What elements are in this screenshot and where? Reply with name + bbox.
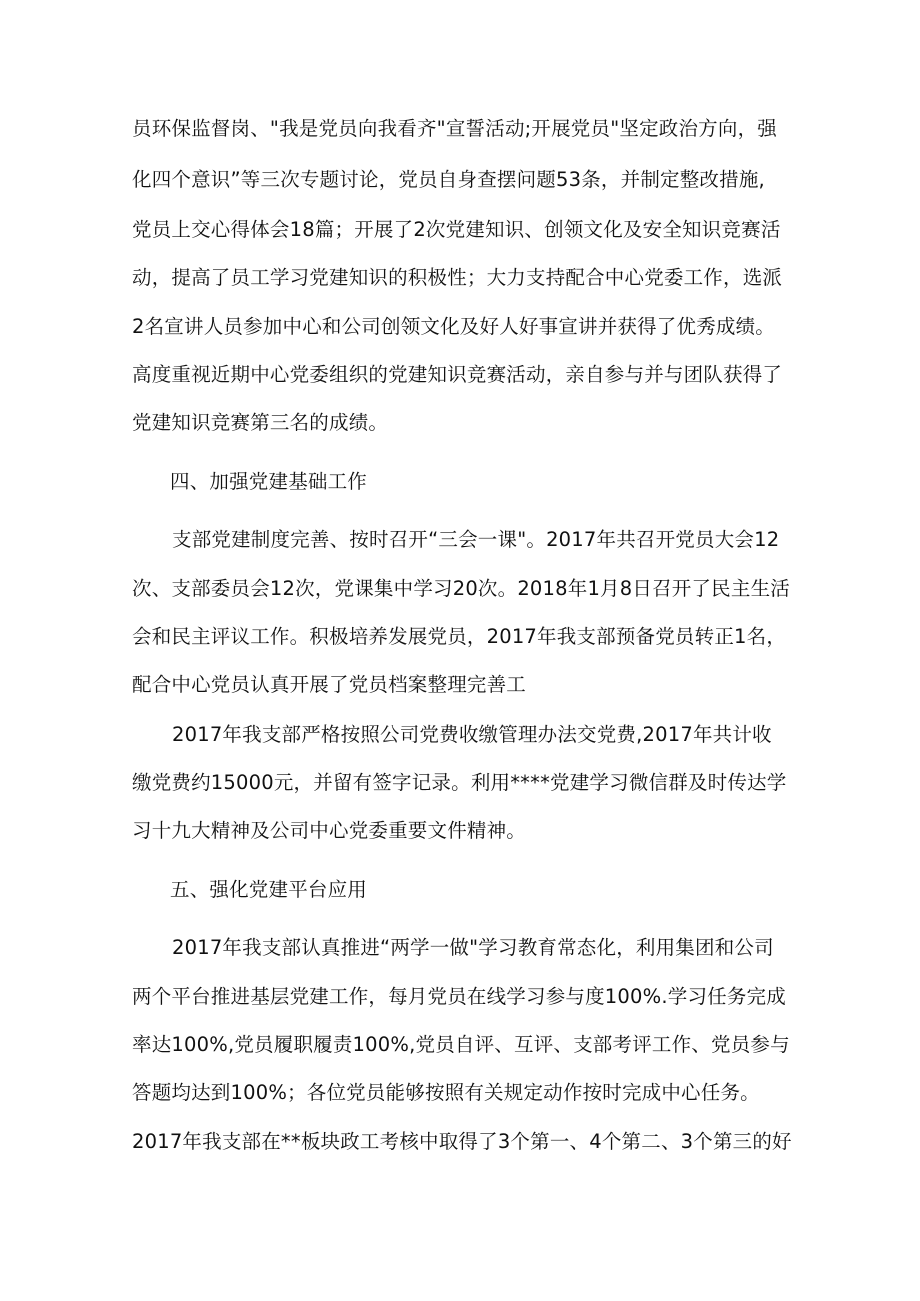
body-text-line: 习十九大精神及公司中心党委重要文件精神。 — [132, 819, 527, 842]
body-text-line: 会和民主评议工作。积极培养发展党员，2017年我支部预备党员转正1名， — [132, 625, 787, 648]
body-text-line: 缴党费约15000元，并留有签字记录。利用****党建学习微信群及时传达学 — [132, 771, 787, 794]
body-text-line: 2017年我支部严格按照公司党费收缴管理办法交党费,2017年共计收 — [172, 723, 772, 746]
body-text-line: 两个平台推进基层党建工作，每月党员在线学习参与度100%.学习任务完成 — [132, 985, 786, 1008]
body-text-line: 2017年我支部在**板块政工考核中取得了3个第一、4个第二、3个第三的好 — [132, 1130, 792, 1153]
body-text-line: 党建知识竞赛第三名的成绩。 — [132, 411, 389, 434]
body-text-line: 次、支部委员会12次，党课集中学习20次。2018年1月8日召开了民主生活 — [132, 577, 790, 600]
body-text-line: 2名宣讲人员参加中心和公司创领文化及好人好事宣讲并获得了优秀成绩。 — [132, 315, 776, 338]
body-text-line: 答题均达到100%；各位党员能够按照有关规定动作按时完成中心任务。 — [132, 1081, 760, 1104]
body-text-line: 支部党建制度完善、按时召开“三会一课"。2017年共召开党员大会12 — [172, 528, 780, 551]
body-text-line: 员环保监督岗、"我是党员向我看齐"宣誓活动;开展党员"坚定政治方向，强 — [132, 117, 777, 140]
body-text-line: 2017年我支部认真推进“两学一做"学习教育常态化，利用集团和公司 — [172, 936, 774, 959]
body-text-line: 党员上交心得体会18篇；开展了2次党建知识、创领文化及安全知识竞赛活 — [132, 218, 781, 241]
body-text-line: 高度重视近期中心党委组织的党建知识竞赛活动，亲自参与并与团队获得了 — [132, 363, 783, 386]
body-text-line: 配合中心党员认真开展了党员档案整理完善工 — [132, 673, 527, 696]
section-heading: 五、强化党建平台应用 — [170, 878, 368, 901]
body-text-line: 率达100%,党员履职履责100%,党员自评、互评、支部考评工作、党员参与 — [132, 1033, 790, 1056]
body-text-line: 化四个意识”等三次专题讨论，党员自身查摆问题53条，并制定整改措施, — [132, 168, 765, 191]
body-text-line: 动，提高了员工学习党建知识的积极性；大力支持配合中心党委工作，选派 — [132, 266, 783, 289]
section-heading: 四、加强党建基础工作 — [170, 470, 368, 493]
